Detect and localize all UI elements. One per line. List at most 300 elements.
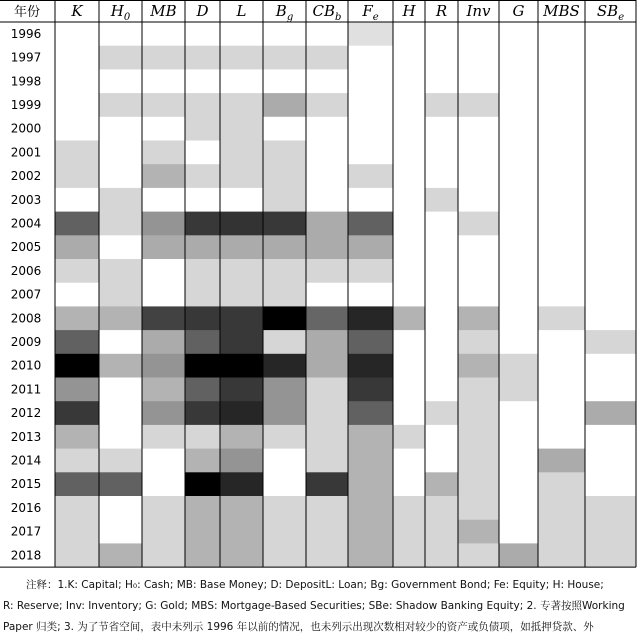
heatmap-cell-2009-2 — [99, 330, 142, 354]
heatmap-cell-1999-7 — [306, 93, 348, 117]
heatmap-cell-2012-7 — [306, 401, 348, 425]
heatmap-cell-2008-7 — [306, 306, 348, 330]
heatmap-cell-1999-5 — [220, 93, 263, 117]
heatmap-cell-2018-2 — [99, 543, 142, 567]
heatmap-cell-2009-9 — [393, 330, 425, 354]
heatmap-cell-1998-3 — [142, 69, 185, 93]
heatmap-cell-2002-11 — [458, 164, 499, 188]
heatmap-cell-1997-12 — [499, 46, 538, 70]
heatmap-cell-2001-9 — [393, 141, 425, 165]
heatmap-cell-2013-12 — [499, 425, 538, 449]
heatmap-cell-2004-9 — [393, 212, 425, 236]
heatmap-cell-2015-2 — [99, 472, 142, 496]
heatmap-cell-2011-7 — [306, 378, 348, 402]
heatmap-cell-2007-8 — [348, 283, 393, 307]
heatmap-cell-2015-12 — [499, 472, 538, 496]
heatmap-cell-2010-6 — [263, 354, 306, 378]
heatmap-cell-2017-5 — [220, 520, 263, 544]
heatmap-cell-2005-11 — [458, 235, 499, 259]
heatmap-cell-2015-4 — [185, 472, 220, 496]
heatmap-cell-2009-3 — [142, 330, 185, 354]
heatmap-cell-2005-7 — [306, 235, 348, 259]
column-header-14: $SB_e$ — [596, 2, 625, 23]
column-header-6: $B_g$ — [275, 2, 294, 23]
heatmap-cell-1997-9 — [393, 46, 425, 70]
heatmap-cell-1997-10 — [425, 46, 458, 70]
row-label-2012: 2012 — [10, 406, 42, 421]
row-label-2007: 2007 — [10, 287, 42, 302]
heatmap-cell-2004-14 — [585, 212, 636, 236]
heatmap-cell-2014-5 — [220, 449, 263, 473]
footnotes — [0, 575, 640, 637]
heatmap-cell-1996-13 — [538, 22, 585, 46]
heatmap-cell-2010-14 — [585, 354, 636, 378]
heatmap-cell-2008-6 — [263, 306, 306, 330]
heatmap-cell-2018-11 — [458, 543, 499, 567]
heatmap-cell-1996-14 — [585, 22, 636, 46]
heatmap-cell-2017-8 — [348, 520, 393, 544]
heatmap-cell-2014-3 — [142, 449, 185, 473]
heatmap-cell-2007-9 — [393, 283, 425, 307]
heatmap-cell-2014-7 — [306, 449, 348, 473]
heatmap-cell-2005-13 — [538, 235, 585, 259]
row-label-2008: 2008 — [10, 311, 42, 326]
heatmap-cell-2006-7 — [306, 259, 348, 283]
heatmap-cell-2009-1 — [55, 330, 99, 354]
heatmap-cell-2008-8 — [348, 306, 393, 330]
heatmap-cell-1997-3 — [142, 46, 185, 70]
heatmap-cell-2005-10 — [425, 235, 458, 259]
heatmap-cell-2006-3 — [142, 259, 185, 283]
heatmap-cell-2017-10 — [425, 520, 458, 544]
heatmap-cell-1996-3 — [142, 22, 185, 46]
heatmap-cell-2012-3 — [142, 401, 185, 425]
heatmap-cell-2007-5 — [220, 283, 263, 307]
heatmap-cell-2001-2 — [99, 141, 142, 165]
heatmap-cell-2012-13 — [538, 401, 585, 425]
heatmap-cell-1998-10 — [425, 69, 458, 93]
heatmap-cell-2002-1 — [55, 164, 99, 188]
heatmap-cell-2011-11 — [458, 378, 499, 402]
heatmap-cell-1997-1 — [55, 46, 99, 70]
heatmap-cell-2010-13 — [538, 354, 585, 378]
column-header-2: $H_0$ — [110, 2, 131, 23]
heatmap-cell-2002-3 — [142, 164, 185, 188]
heatmap-cell-2011-9 — [393, 378, 425, 402]
heatmap-cell-2016-11 — [458, 496, 499, 520]
heatmap-cell-2007-1 — [55, 283, 99, 307]
heatmap-cell-2017-3 — [142, 520, 185, 544]
heatmap-cell-2015-7 — [306, 472, 348, 496]
heatmap-cell-1997-5 — [220, 46, 263, 70]
heatmap-cell-2018-4 — [185, 543, 220, 567]
heatmap-cell-1999-14 — [585, 93, 636, 117]
heatmap-cell-2007-14 — [585, 283, 636, 307]
heatmap-cell-2008-3 — [142, 306, 185, 330]
heatmap-cell-2002-12 — [499, 164, 538, 188]
heatmap-cell-2004-1 — [55, 212, 99, 236]
heatmap-cell-2002-4 — [185, 164, 220, 188]
heatmap-cell-2013-2 — [99, 425, 142, 449]
heatmap-cell-2010-5 — [220, 354, 263, 378]
heatmap-cell-2005-4 — [185, 235, 220, 259]
heatmap-cell-1998-9 — [393, 69, 425, 93]
heatmap-cell-2000-3 — [142, 117, 185, 141]
heatmap-cell-2009-8 — [348, 330, 393, 354]
heatmap-cell-2002-8 — [348, 164, 393, 188]
column-header-7: $CB_b$ — [312, 2, 342, 23]
row-label-2018: 2018 — [10, 548, 42, 563]
heatmap-cell-2015-3 — [142, 472, 185, 496]
heatmap-cell-2016-2 — [99, 496, 142, 520]
row-label-2015: 2015 — [10, 477, 42, 492]
heatmap-cell-2012-1 — [55, 401, 99, 425]
heatmap-cell-2007-2 — [99, 283, 142, 307]
heatmap-cell-2007-4 — [185, 283, 220, 307]
heatmap-cell-2003-11 — [458, 188, 499, 212]
heatmap-cell-2007-12 — [499, 283, 538, 307]
heatmap-cell-2018-1 — [55, 543, 99, 567]
heatmap-cell-2000-1 — [55, 117, 99, 141]
heatmap-cell-1998-8 — [348, 69, 393, 93]
heatmap-cell-2015-13 — [538, 472, 585, 496]
heatmap-cell-2016-14 — [585, 496, 636, 520]
heatmap-cell-1999-3 — [142, 93, 185, 117]
heatmap-cell-2008-2 — [99, 306, 142, 330]
heatmap-cell-1996-5 — [220, 22, 263, 46]
heatmap-cell-1998-11 — [458, 69, 499, 93]
heatmap-cell-1999-13 — [538, 93, 585, 117]
heatmap-cell-2016-9 — [393, 496, 425, 520]
heatmap-cell-2014-1 — [55, 449, 99, 473]
heatmap-cell-2001-6 — [263, 141, 306, 165]
heatmap-cell-2005-3 — [142, 235, 185, 259]
heatmap-cell-1997-8 — [348, 46, 393, 70]
heatmap-cell-2012-5 — [220, 401, 263, 425]
heatmap-cell-2016-6 — [263, 496, 306, 520]
footnote-line-1: 注释：1.K: Capital; H₀: Cash; MB: Base Money; D: DepositL: Loan; Bg: Government Bond; Fe: Equity; H: House; — [26, 579, 604, 591]
heatmap-cell-2000-12 — [499, 117, 538, 141]
column-header-10: R — [435, 2, 448, 20]
heatmap-cell-2008-10 — [425, 306, 458, 330]
heatmap-cell-2004-13 — [538, 212, 585, 236]
heatmap-cell-2003-4 — [185, 188, 220, 212]
row-label-2013: 2013 — [10, 429, 42, 444]
heatmap-cell-1996-11 — [458, 22, 499, 46]
heatmap-cell-2003-5 — [220, 188, 263, 212]
heatmap-cell-2006-12 — [499, 259, 538, 283]
heatmap-cell-2018-5 — [220, 543, 263, 567]
heatmap-cell-2006-2 — [99, 259, 142, 283]
heatmap-cell-2017-6 — [263, 520, 306, 544]
heatmap-cell-2010-12 — [499, 354, 538, 378]
heatmap-cell-1998-6 — [263, 69, 306, 93]
heatmap-cell-2016-8 — [348, 496, 393, 520]
heatmap-cell-2009-13 — [538, 330, 585, 354]
heatmap-cell-2006-9 — [393, 259, 425, 283]
heatmap-cell-2014-8 — [348, 449, 393, 473]
heatmap-cell-2010-2 — [99, 354, 142, 378]
heatmap-cell-2009-4 — [185, 330, 220, 354]
heatmap-cell-2011-3 — [142, 378, 185, 402]
heatmap-cell-2003-13 — [538, 188, 585, 212]
heatmap-cell-2004-7 — [306, 212, 348, 236]
row-label-2016: 2016 — [10, 500, 42, 515]
heatmap-cell-2012-8 — [348, 401, 393, 425]
heatmap-cell-2004-4 — [185, 212, 220, 236]
heatmap-cell-2004-11 — [458, 212, 499, 236]
heatmap-cell-2014-4 — [185, 449, 220, 473]
heatmap-cell-2017-13 — [538, 520, 585, 544]
row-label-2005: 2005 — [10, 240, 42, 255]
column-header-1: K — [71, 2, 83, 20]
heatmap-cell-2014-11 — [458, 449, 499, 473]
row-label-2002: 2002 — [10, 169, 42, 184]
heatmap-cell-2009-7 — [306, 330, 348, 354]
heatmap-cell-2007-6 — [263, 283, 306, 307]
heatmap-cell-2016-7 — [306, 496, 348, 520]
heatmap-cell-2013-11 — [458, 425, 499, 449]
heatmap-cell-2006-4 — [185, 259, 220, 283]
heatmap-cell-1997-2 — [99, 46, 142, 70]
heatmap-cell-2011-10 — [425, 378, 458, 402]
heatmap-cell-2002-14 — [585, 164, 636, 188]
heatmap-cell-2011-13 — [538, 378, 585, 402]
heatmap-cell-2000-2 — [99, 117, 142, 141]
heatmap-cell-2009-12 — [499, 330, 538, 354]
row-label-2004: 2004 — [10, 216, 42, 231]
header-year-label: 年份 — [13, 5, 41, 20]
heatmap-cell-2010-4 — [185, 354, 220, 378]
heatmap-cell-2006-13 — [538, 259, 585, 283]
heatmap-cell-1998-7 — [306, 69, 348, 93]
heatmap-cell-2013-1 — [55, 425, 99, 449]
heatmap-cell-2013-7 — [306, 425, 348, 449]
heatmap-cell-2008-5 — [220, 306, 263, 330]
heatmap-cell-2002-10 — [425, 164, 458, 188]
row-label-1999: 1999 — [10, 97, 42, 112]
heatmap-cell-1998-1 — [55, 69, 99, 93]
heatmap-cell-2000-10 — [425, 117, 458, 141]
heatmap-cell-2008-12 — [499, 306, 538, 330]
heatmap-cell-1998-2 — [99, 69, 142, 93]
heatmap-cell-2001-7 — [306, 141, 348, 165]
heatmap-cell-2003-10 — [425, 188, 458, 212]
row-label-2014: 2014 — [10, 453, 42, 468]
heatmap-cell-1999-2 — [99, 93, 142, 117]
heatmap-cell-2018-13 — [538, 543, 585, 567]
heatmap-cell-2004-3 — [142, 212, 185, 236]
heatmap-cell-2016-5 — [220, 496, 263, 520]
heatmap-cell-2000-11 — [458, 117, 499, 141]
heatmap-cell-1997-13 — [538, 46, 585, 70]
heatmap-cell-2013-4 — [185, 425, 220, 449]
heatmap-cell-2003-9 — [393, 188, 425, 212]
heatmap-cell-1999-10 — [425, 93, 458, 117]
row-label-2010: 2010 — [10, 358, 42, 373]
heatmap-cell-2006-11 — [458, 259, 499, 283]
heatmap-cell-2006-6 — [263, 259, 306, 283]
column-header-3: MB — [150, 2, 177, 20]
heatmap-cell-2003-1 — [55, 188, 99, 212]
heatmap-cell-2004-5 — [220, 212, 263, 236]
heatmap-cell-2008-1 — [55, 306, 99, 330]
heatmap-cell-2012-11 — [458, 401, 499, 425]
heatmap-cell-2008-4 — [185, 306, 220, 330]
heatmap-cell-2002-13 — [538, 164, 585, 188]
heatmap-cell-2007-13 — [538, 283, 585, 307]
row-label-2011: 2011 — [10, 382, 42, 397]
heatmap-cell-1996-12 — [499, 22, 538, 46]
heatmap-cell-2015-5 — [220, 472, 263, 496]
heatmap-cell-2012-10 — [425, 401, 458, 425]
heatmap-cell-2002-2 — [99, 164, 142, 188]
heatmap-cell-2004-12 — [499, 212, 538, 236]
heatmap-cell-1996-10 — [425, 22, 458, 46]
heatmap-cell-2011-12 — [499, 378, 538, 402]
heatmap-cell-2014-13 — [538, 449, 585, 473]
heatmap-cell-2018-9 — [393, 543, 425, 567]
heatmap-cell-1996-1 — [55, 22, 99, 46]
heatmap-cell-2018-14 — [585, 543, 636, 567]
heatmap-cell-2005-12 — [499, 235, 538, 259]
heatmap-cell-2014-6 — [263, 449, 306, 473]
heatmap-cell-2013-6 — [263, 425, 306, 449]
heatmap-cell-2017-9 — [393, 520, 425, 544]
heatmap-cell-1996-4 — [185, 22, 220, 46]
heatmap-cell-2014-2 — [99, 449, 142, 473]
heatmap-cell-1998-4 — [185, 69, 220, 93]
heatmap-cell-2017-1 — [55, 520, 99, 544]
heatmap-cell-2008-13 — [538, 306, 585, 330]
heatmap-cell-2016-1 — [55, 496, 99, 520]
heatmap-cell-2011-2 — [99, 378, 142, 402]
footnote-line-2: R: Reserve; Inv: Inventory; G: Gold; MBS: Mortgage-Based Securities; SBe: Shadow Banking Equity; 2. 专著按照Working — [3, 600, 625, 612]
heatmap-cell-1998-5 — [220, 69, 263, 93]
column-header-12: G — [512, 2, 525, 20]
heatmap-cell-2009-5 — [220, 330, 263, 354]
heatmap-cell-2001-10 — [425, 141, 458, 165]
heatmap-cell-2018-6 — [263, 543, 306, 567]
heatmap-cell-2001-1 — [55, 141, 99, 165]
heatmap-cell-2006-10 — [425, 259, 458, 283]
heatmap-cell-2011-6 — [263, 378, 306, 402]
heatmap-cell-2001-4 — [185, 141, 220, 165]
heatmap-cell-1997-14 — [585, 46, 636, 70]
heatmap-cell-2012-6 — [263, 401, 306, 425]
heatmap-cell-2016-13 — [538, 496, 585, 520]
heatmap-cell-2013-9 — [393, 425, 425, 449]
heatmap-cell-2004-2 — [99, 212, 142, 236]
heatmap-cell-2010-9 — [393, 354, 425, 378]
heatmap-cell-2001-11 — [458, 141, 499, 165]
heatmap-cell-1996-7 — [306, 22, 348, 46]
row-label-2001: 2001 — [10, 145, 42, 160]
heatmap-cell-2001-12 — [499, 141, 538, 165]
heatmap-cell-2018-12 — [499, 543, 538, 567]
heatmap-cell-2015-1 — [55, 472, 99, 496]
heatmap-cell-2006-14 — [585, 259, 636, 283]
heatmap-cell-1997-7 — [306, 46, 348, 70]
heatmap-cell-1996-2 — [99, 22, 142, 46]
heatmap-cell-2007-10 — [425, 283, 458, 307]
heatmap-cell-2001-5 — [220, 141, 263, 165]
heatmap-cell-2018-10 — [425, 543, 458, 567]
footnote-line-3: Paper 归类; 3. 为了节省空间，表中未列示 1996 年以前的情况，也未列示出现次数相对较少的资产或负债项，如抵押贷款、外 — [3, 621, 594, 633]
heatmap-cell-2003-6 — [263, 188, 306, 212]
heatmap-cell-2000-13 — [538, 117, 585, 141]
heatmap-cell-2004-6 — [263, 212, 306, 236]
column-header-13: MBS — [543, 2, 580, 20]
heatmap-cell-1998-13 — [538, 69, 585, 93]
heatmap-cell-2007-7 — [306, 283, 348, 307]
heatmap-cell-1996-6 — [263, 22, 306, 46]
heatmap-cell-2010-8 — [348, 354, 393, 378]
row-label-2017: 2017 — [10, 524, 42, 539]
heatmap-cell-2007-11 — [458, 283, 499, 307]
heatmap-cell-2017-4 — [185, 520, 220, 544]
heatmap-cell-2010-7 — [306, 354, 348, 378]
heatmap-cell-1999-1 — [55, 93, 99, 117]
heatmap-cell-2001-8 — [348, 141, 393, 165]
heatmap-cell-1999-11 — [458, 93, 499, 117]
column-header-8: $F_e$ — [362, 2, 379, 23]
heatmap-cell-2009-14 — [585, 330, 636, 354]
heatmap-cell-2000-8 — [348, 117, 393, 141]
heatmap-cell-2011-1 — [55, 378, 99, 402]
row-label-2003: 2003 — [10, 192, 42, 207]
heatmap-cell-2016-3 — [142, 496, 185, 520]
heatmap-cell-2000-4 — [185, 117, 220, 141]
heatmap-cell-2000-14 — [585, 117, 636, 141]
column-header-5: L — [236, 2, 247, 20]
heatmap-cell-2017-12 — [499, 520, 538, 544]
heatmap-cell-2012-14 — [585, 401, 636, 425]
heatmap-cell-2001-3 — [142, 141, 185, 165]
heatmap-cell-2014-14 — [585, 449, 636, 473]
heatmap-cell-2013-10 — [425, 425, 458, 449]
heatmap-cell-2015-8 — [348, 472, 393, 496]
heatmap-cell-1996-9 — [393, 22, 425, 46]
heatmap-cell-1998-14 — [585, 69, 636, 93]
heatmap-cell-2002-6 — [263, 164, 306, 188]
column-header-11: Inv — [466, 2, 491, 20]
heatmap-cell-2005-1 — [55, 235, 99, 259]
heatmap-cell-2003-8 — [348, 188, 393, 212]
heatmap-cell-2016-12 — [499, 496, 538, 520]
row-label-2006: 2006 — [10, 263, 42, 278]
heatmap-cell-2010-10 — [425, 354, 458, 378]
heatmap-cell-2005-5 — [220, 235, 263, 259]
heatmap-cell-2018-8 — [348, 543, 393, 567]
heatmap-cell-2008-9 — [393, 306, 425, 330]
heatmap-cell-2010-3 — [142, 354, 185, 378]
heatmap-cell-2015-11 — [458, 472, 499, 496]
heatmap-cell-2006-8 — [348, 259, 393, 283]
heatmap-cell-2015-14 — [585, 472, 636, 496]
column-header-9: H — [402, 2, 416, 20]
heatmap-cell-2005-6 — [263, 235, 306, 259]
heatmap-cell-2002-5 — [220, 164, 263, 188]
row-label-1996: 1996 — [10, 26, 42, 41]
heatmap-cell-2002-7 — [306, 164, 348, 188]
heatmap-cell-2004-8 — [348, 212, 393, 236]
heatmap-cell-2018-3 — [142, 543, 185, 567]
heatmap-cell-2007-3 — [142, 283, 185, 307]
heatmap-cell-2006-1 — [55, 259, 99, 283]
heatmap-cell-2003-12 — [499, 188, 538, 212]
heatmap-cell-2013-14 — [585, 425, 636, 449]
